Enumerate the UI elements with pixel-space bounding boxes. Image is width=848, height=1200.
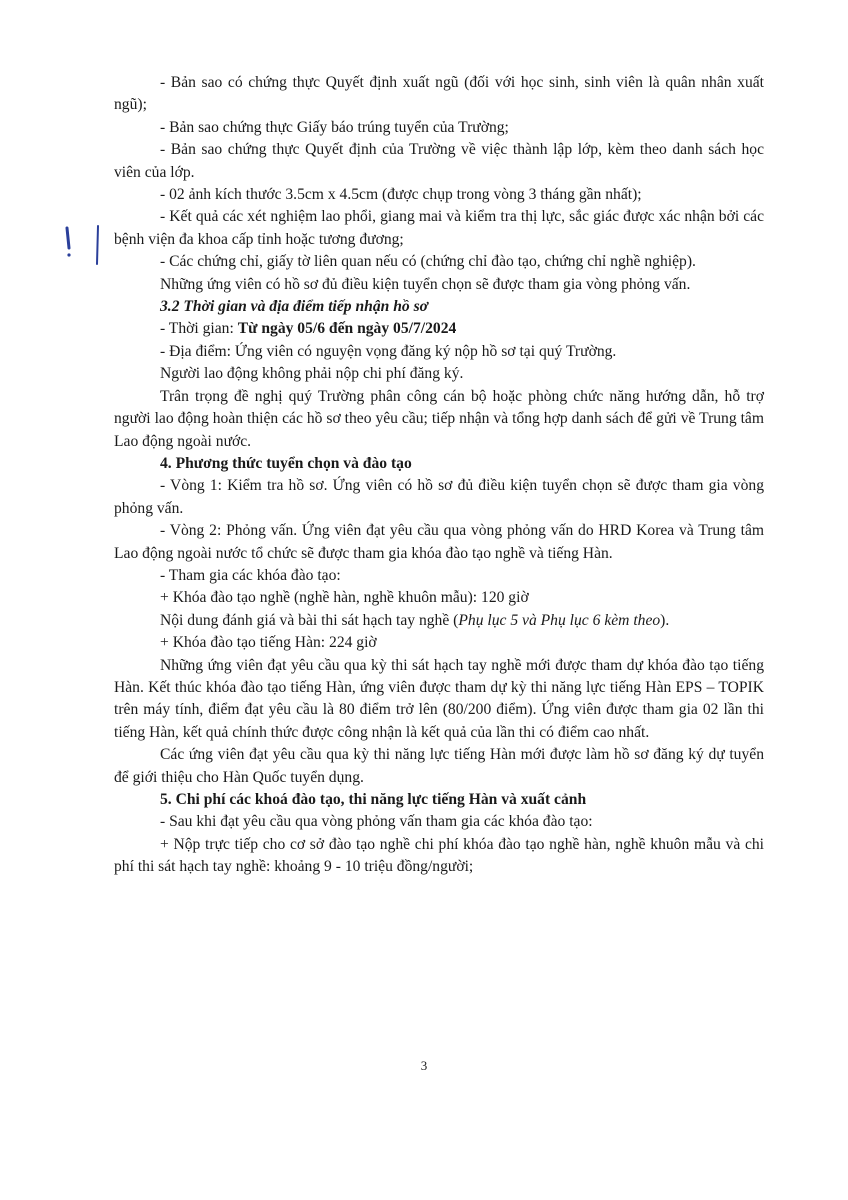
requirement-item: - 02 ảnh kích thước 3.5cm x 4.5cm (được chụp trong vòng 3 tháng gần nhất); <box>160 186 642 204</box>
round-1: - Vòng 1: Kiểm tra hồ sơ. Ứng viên có hồ sơ đủ điều kiện tuyển chọn sẽ được tham gia vòng phỏng vấn. <box>114 477 764 517</box>
requirement-item: - Các chứng chỉ, giấy tờ liên quan nếu có (chứng chỉ đào tạo, chứng chỉ nghề nghiệp). <box>160 253 696 271</box>
korean-course-detail: Những ứng viên đạt yêu cầu qua kỳ thi sát hạch tay nghề mới được tham dự khóa đào tạo tiếng Hàn. Kết thúc khóa đào tạo tiếng Hàn, ứng viên được tham dự kỳ thi năng lực tiếng Hàn EPS – TOPIK trên máy tính, điểm đạt yêu cầu là 80 điểm trở lên (80/200 điểm). Ứng viên được tham gia 02 lần thi tiếng Hàn, kết quả chính thức được công nhận là kết quả của lần thi có điểm cao nhất. <box>114 656 764 741</box>
evaluation-close: ). <box>660 611 670 629</box>
handwritten-margin-mark <box>58 222 106 268</box>
interview-eligibility-note: Những ứng viên có hồ sơ đủ điều kiện tuyển chọn sẽ được tham gia vòng phỏng vấn. <box>160 275 691 293</box>
time-value: Từ ngày 05/6 đến ngày 05/7/2024 <box>237 320 457 338</box>
no-fee-note: Người lao động không phải nộp chi phí đăng ký. <box>160 365 464 383</box>
requirement-item: - Kết quả các xét nghiệm lao phổi, giang mai và kiểm tra thị lực, sắc giác được xác nhận bởi các bệnh viện đa khoa cấp tỉnh hoặc tương đương; <box>114 208 764 248</box>
korean-course: + Khóa đào tạo tiếng Hàn: 224 giờ <box>160 634 377 652</box>
after-interview: - Sau khi đạt yêu cầu qua vòng phỏng vấn tham gia các khóa đào tạo: <box>160 813 593 831</box>
section-heading-4: 4. Phương thức tuyển chọn và đào tạo <box>160 454 412 472</box>
place-line: - Địa điểm: Ứng viên có nguyện vọng đăng ký nộp hồ sơ tại quý Trường. <box>160 342 617 360</box>
round-2: - Vòng 2: Phỏng vấn. Ứng viên đạt yêu cầu qua vòng phỏng vấn do HRD Korea và Trung tâm Lao động ngoài nước tổ chức sẽ được tham gia khóa đào tạo nghề và tiếng Hàn. <box>114 522 764 562</box>
page-number: 3 <box>420 1058 428 1073</box>
document-body <box>114 72 764 879</box>
time-line <box>114 318 764 340</box>
requirement-item: - Bản sao chứng thực Quyết định của Trường về việc thành lập lớp, kèm theo danh sách học viên của lớp. <box>114 141 764 181</box>
evaluation-note <box>114 610 764 632</box>
direct-payment: + Nộp trực tiếp cho cơ sở đào tạo nghề chi phí khóa đào tạo nghề hàn, nghề khuôn mẫu và chi phí thi sát hạch tay nghề: khoảng 9 - 10 triệu đồng/người; <box>114 835 764 876</box>
join-courses: - Tham gia các khóa đào tạo: <box>160 566 341 584</box>
requirement-item: - Bản sao chứng thực Giấy báo trúng tuyển của Trường; <box>160 118 509 136</box>
section-heading-5: 5. Chi phí các khoá đào tạo, thi năng lực tiếng Hàn và xuất cảnh <box>160 791 587 808</box>
section-heading-3-2: 3.2 Thời gian và địa điểm tiếp nhận hồ sơ <box>160 298 429 316</box>
appendix-reference: Phụ lục 5 và Phụ lục 6 kèm theo <box>458 611 661 629</box>
requirement-item: - Bản sao có chứng thực Quyết định xuất ngũ (đối với học sinh, sinh viên là quân nhân xuất ngũ); <box>114 74 764 114</box>
request-paragraph: Trân trọng đề nghị quý Trường phân công cán bộ hoặc phòng chức năng hướng dẫn, hỗ trợ người lao động hoàn thiện các hồ sơ theo yêu cầu; tiếp nhận và tổng hợp danh sách để gửi về Trung tâm Lao động ngoài nước. <box>114 387 764 450</box>
registration-note: Các ứng viên đạt yêu cầu qua kỳ thi năng lực tiếng Hàn mới được làm hồ sơ đăng ký dự tuyển để giới thiệu cho Hàn Quốc tuyển dụng. <box>114 746 764 786</box>
time-label: - Thời gian: <box>160 320 238 338</box>
evaluation-text: Nội dung đánh giá và bài thi sát hạch tay nghề ( <box>160 611 459 629</box>
vocational-course: + Khóa đào tạo nghề (nghề hàn, nghề khuôn mẫu): 120 giờ <box>160 589 529 607</box>
